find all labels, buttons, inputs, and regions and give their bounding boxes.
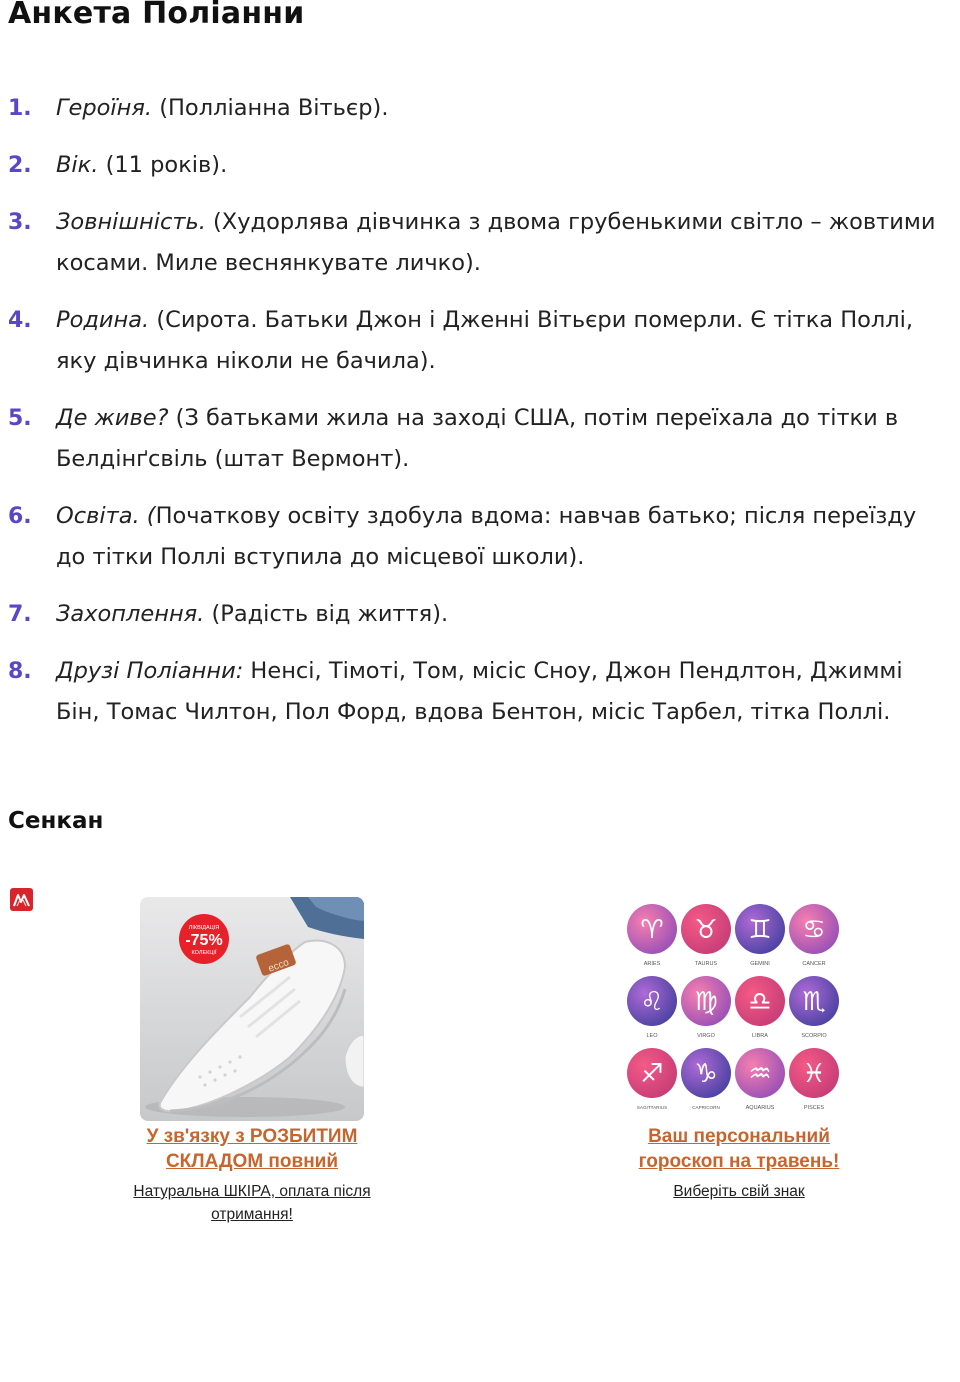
shoe-ad-image[interactable] — [140, 897, 364, 1121]
item-label: Зовнішність. — [56, 209, 206, 235]
horoscope-ad[interactable] — [619, 897, 859, 1203]
zodiac-symbol: ♎ — [748, 987, 772, 1017]
item-text: (Худорлява дівчинка з двома грубенькими світло – жовтими косами. Миле веснянкувате личко). — [56, 209, 936, 276]
item-label: Освіта. ( — [56, 503, 156, 529]
zodiac-name: PISCES — [803, 1105, 825, 1111]
list-item — [0, 300, 960, 382]
list-number: 7. — [8, 602, 32, 627]
zodiac-symbol: ♊ — [748, 915, 772, 945]
sticker-line1: ЛІКВІДАЦІЯ — [188, 925, 220, 931]
zodiac-image[interactable] — [627, 897, 851, 1121]
list-number: 1. — [8, 96, 32, 121]
zodiac-name: CAPRICORN — [692, 1105, 720, 1110]
brand-tag: ecco — [266, 957, 291, 975]
item-label: Вік. — [56, 152, 99, 178]
zodiac-name: LEO — [646, 1033, 658, 1039]
list-number: 4. — [8, 308, 32, 333]
zodiac-symbol: ♌ — [640, 987, 664, 1017]
list-number: 6. — [8, 504, 32, 529]
zodiac-name: ARIES — [643, 961, 661, 967]
item-label: Де живе? — [56, 405, 169, 431]
page-title: Анкета Поліанни — [8, 0, 305, 31]
shoe-ad-subtitle[interactable]: Натуральна ШКІРА, оплата після отримання! — [133, 1183, 371, 1223]
zodiac-symbol: ♏ — [802, 987, 826, 1017]
item-text: Початкову освіту здобула вдома: навчав батько; після переїзду до тітки Поллі вступила до місцевої школи). — [56, 503, 917, 570]
list-item — [0, 651, 960, 733]
profile-list — [0, 88, 960, 749]
item-label: Захоплення. — [56, 601, 205, 627]
list-number: 2. — [8, 153, 32, 178]
item-text: (Сирота. Батьки Джон і Дженні Вітьєри померли. Є тітка Поллі, яку дівчинка ніколи не бачила). — [56, 307, 914, 374]
horoscope-ad-title[interactable]: Ваш персональний гороскоп на травень! — [638, 1126, 840, 1172]
zodiac-symbol: ♓ — [802, 1059, 826, 1089]
shoe-ad[interactable] — [132, 897, 372, 1226]
list-item — [0, 145, 960, 186]
list-item — [0, 594, 960, 635]
sticker-discount: -75% — [185, 932, 223, 949]
zodiac-name: LIBRA — [752, 1033, 768, 1039]
list-number: 8. — [8, 659, 32, 684]
item-label: Героїня. — [56, 95, 153, 121]
list-number: 5. — [8, 406, 32, 431]
list-item — [0, 202, 960, 284]
ad-network-logo-icon[interactable] — [10, 888, 33, 911]
list-item — [0, 496, 960, 578]
horoscope-ad-subtitle[interactable]: Виберіть свій знак — [673, 1183, 805, 1200]
item-label: Друзі Поліанни: — [56, 658, 244, 684]
list-number: 3. — [8, 210, 32, 235]
zodiac-name: SCORPIO — [801, 1033, 827, 1039]
zodiac-symbol: ♋ — [802, 915, 826, 945]
item-text: (Полліанна Вітьєр). — [152, 95, 389, 121]
list-item — [0, 398, 960, 480]
zodiac-name: VIRGO — [697, 1033, 715, 1039]
sticker-line2: КОЛЕКЦІЇ — [191, 950, 217, 956]
zodiac-symbol: ♒ — [748, 1059, 772, 1089]
list-item — [0, 88, 960, 129]
zodiac-name: GEMINI — [750, 961, 770, 967]
zodiac-name: TAURUS — [694, 961, 718, 967]
ad-logo-mark — [13, 893, 30, 907]
shoe-ad-title[interactable]: У зв'язку з РОЗБИТИМ СКЛАДОМ повний — [146, 1126, 358, 1172]
item-text: (З батьками жила на заході США, потім переїхала до тітки в Белдінґсвіль (штат Вермонт). — [56, 405, 899, 472]
zodiac-name: AQUARIUS — [745, 1105, 775, 1111]
zodiac-symbol: ♍ — [694, 987, 718, 1017]
zodiac-symbol: ♐ — [640, 1059, 664, 1089]
zodiac-symbol: ♉ — [694, 915, 718, 945]
zodiac-symbol: ♈ — [640, 915, 664, 945]
zodiac-name: SAGITTARIUS — [636, 1105, 668, 1110]
item-text: (Радість від життя). — [204, 601, 449, 627]
item-text: (11 років). — [98, 152, 228, 178]
item-label: Родина. — [56, 307, 150, 333]
zodiac-name: CANCER — [802, 961, 826, 967]
zodiac-symbol: ♑ — [694, 1059, 718, 1089]
section-title: Сенкан — [8, 808, 104, 834]
item-text: Ненсі, Тімоті, Том, місіс Сноу, Джон Пендлтон, Джиммі Бін, Томас Чилтон, Пол Форд, вдова Бентон, місіс Тарбел, тітка Поллі. — [56, 658, 903, 725]
